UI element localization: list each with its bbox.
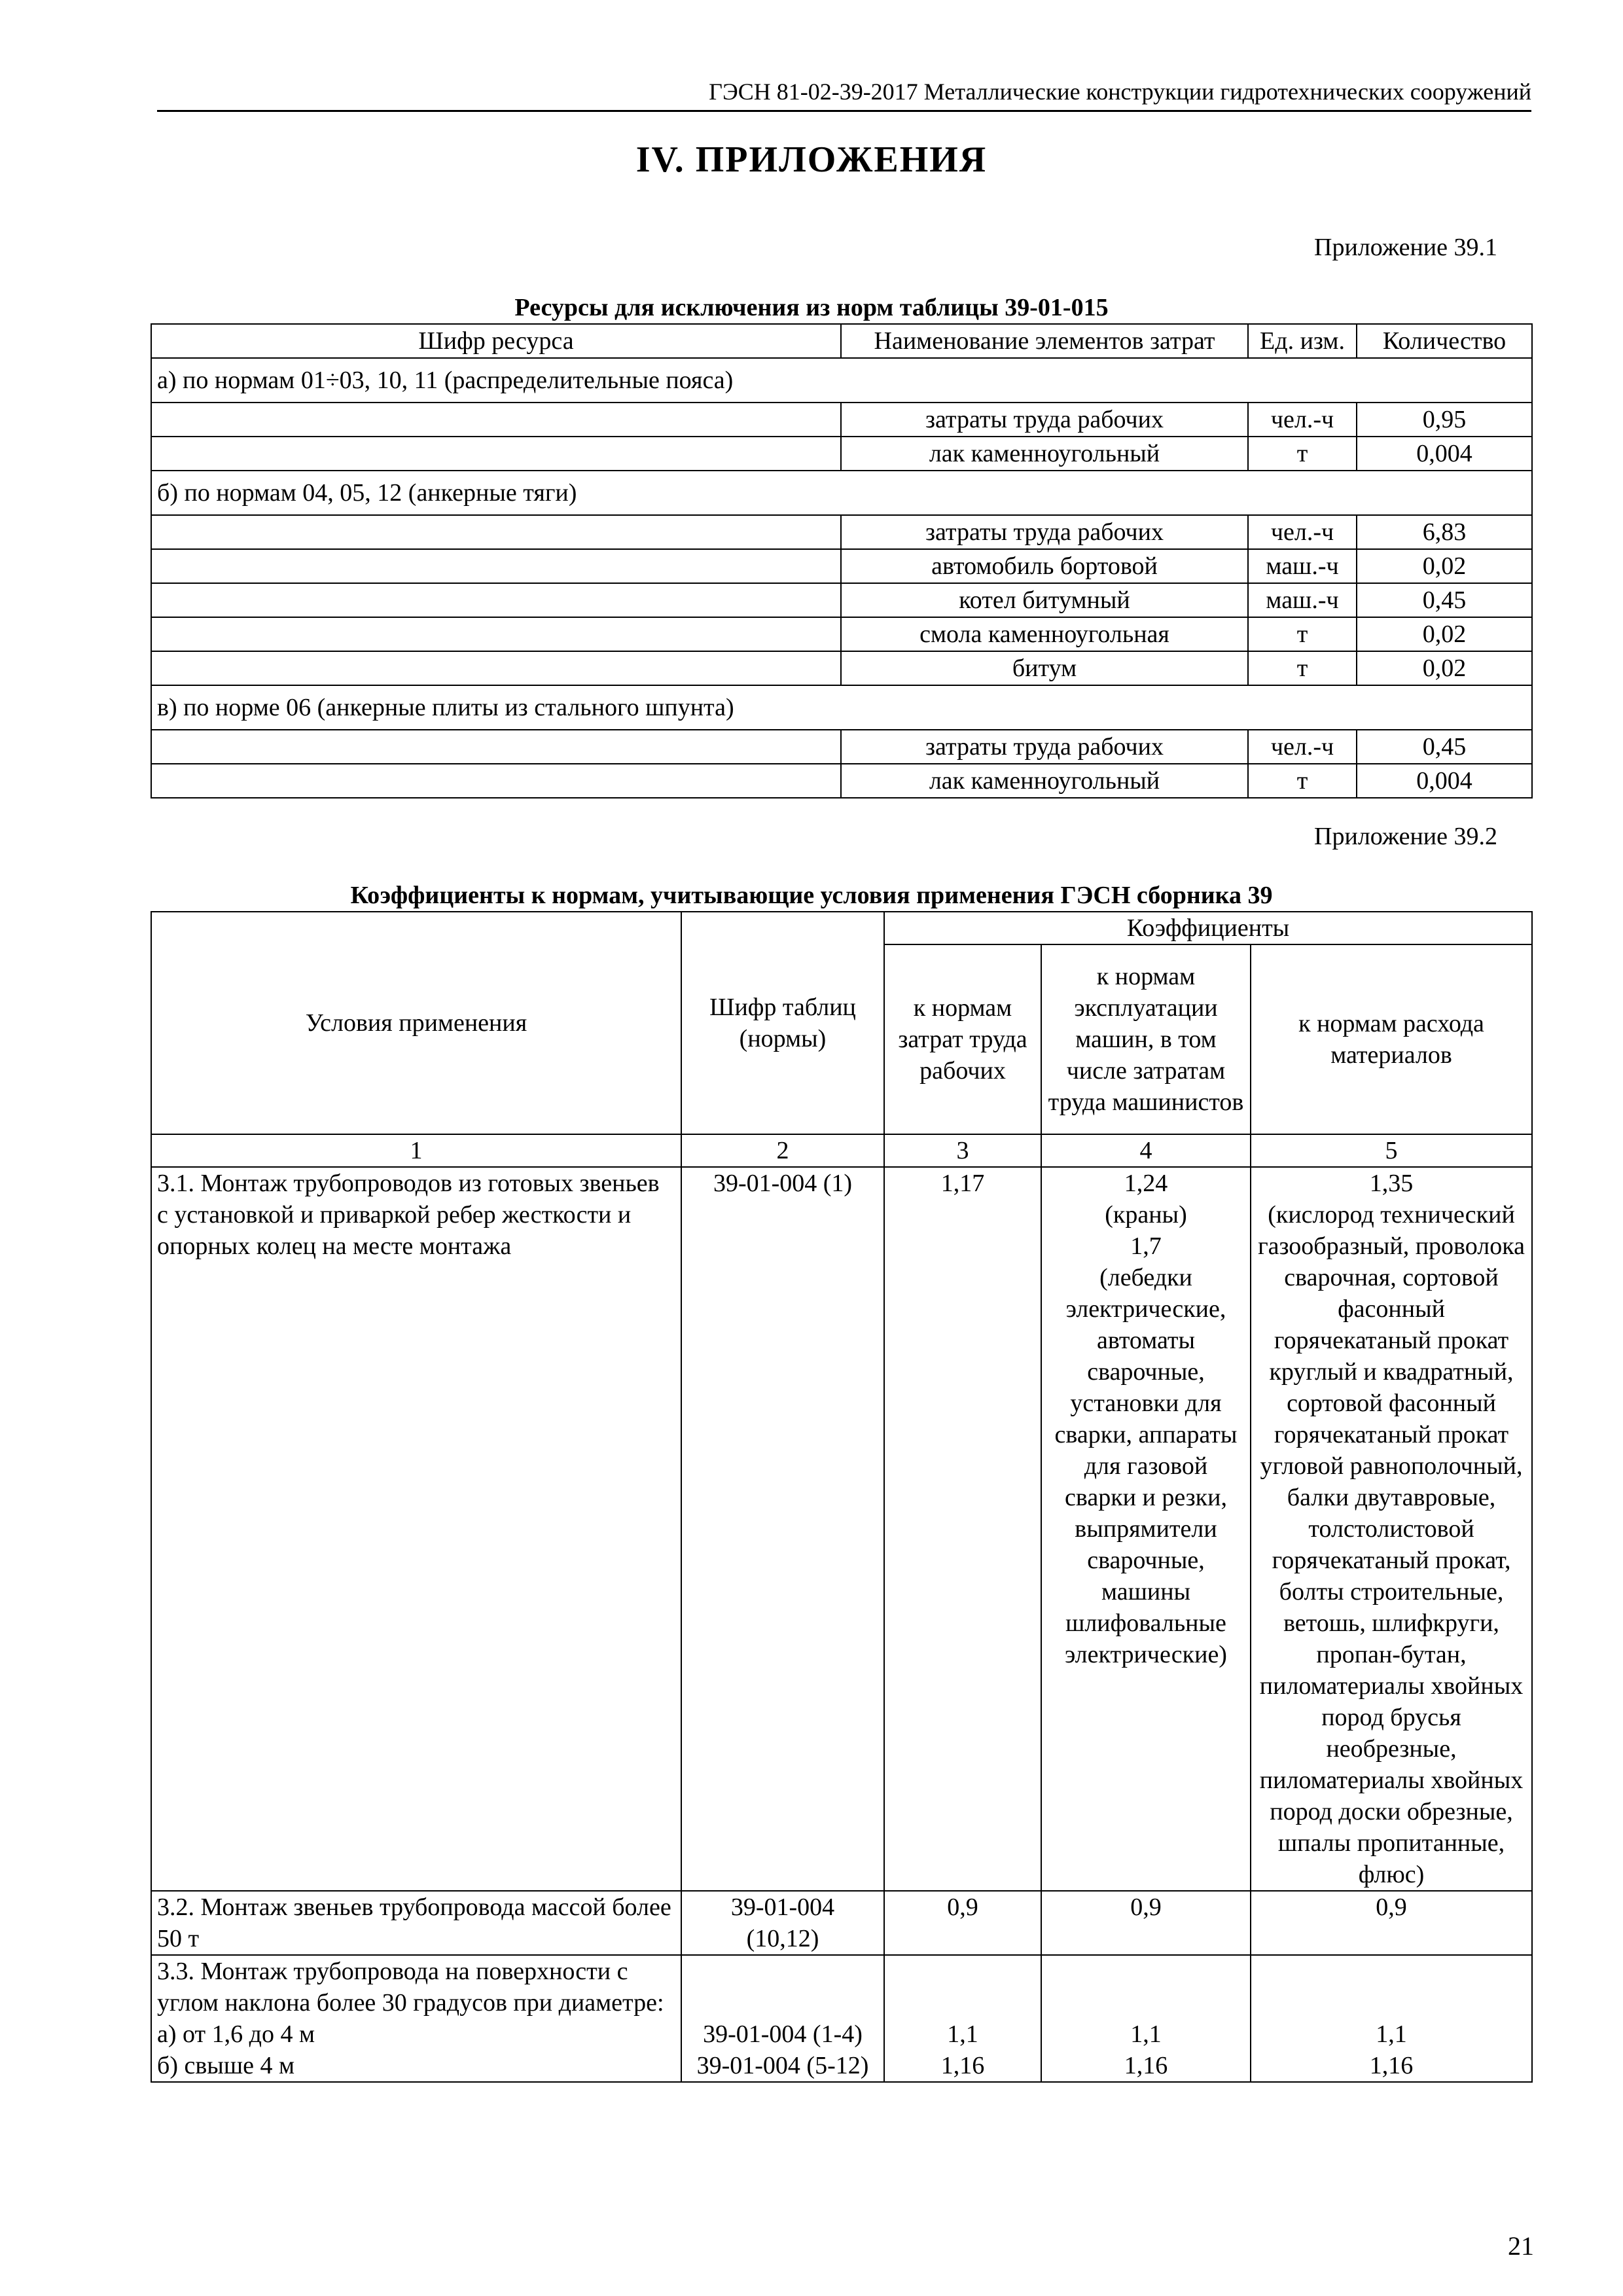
code-cell	[151, 617, 841, 651]
code-cell	[151, 764, 841, 798]
name-cell: котел битумный	[841, 583, 1248, 617]
qty-cell: 0,02	[1357, 549, 1532, 583]
code-cell	[151, 583, 841, 617]
unit-cell: чел.-ч	[1248, 403, 1357, 437]
qty-cell: 0,02	[1357, 651, 1532, 685]
code-cell	[151, 403, 841, 437]
group-title: в) по норме 06 (анкерные плиты из стального шпунта)	[151, 685, 1532, 730]
name-cell: затраты труда рабочих	[841, 515, 1248, 549]
table-row	[151, 437, 1532, 471]
table-row	[151, 1955, 1532, 2082]
col-number: 1	[151, 1134, 681, 1167]
col-header-machines: к нормам эксплуатации машин, в том числе затратам труда машинистов	[1041, 944, 1251, 1134]
qty-cell: 0,45	[1357, 730, 1532, 764]
table-row	[151, 549, 1532, 583]
group-title: а) по нормам 01÷03, 10, 11 (распределительные пояса)	[151, 358, 1532, 403]
labor-cell: 0,9	[884, 1891, 1041, 1955]
qty-cell: 0,004	[1357, 764, 1532, 798]
group-title: б) по нормам 04, 05, 12 (анкерные тяги)	[151, 471, 1532, 515]
code-cell: 39-01-004 (1)	[681, 1167, 884, 1891]
col-header-code: Шифр таблиц (нормы)	[681, 912, 884, 1134]
materials-cell: 0,9	[1251, 1891, 1532, 1955]
name-cell: затраты труда рабочих	[841, 403, 1248, 437]
code-cell: 39-01-004 (1-4) 39-01-004 (5-12)	[681, 1955, 884, 2082]
col-header-qty: Количество	[1357, 324, 1532, 358]
name-cell: затраты труда рабочих	[841, 730, 1248, 764]
table-row	[151, 583, 1532, 617]
unit-cell: чел.-ч	[1248, 515, 1357, 549]
col-header-materials: к нормам расхода материалов	[1251, 944, 1532, 1134]
col-header-code: Шифр ресурса	[151, 324, 841, 358]
table-row	[151, 617, 1532, 651]
name-cell: автомобиль бортовой	[841, 549, 1248, 583]
code-cell	[151, 730, 841, 764]
page-number: 21	[1508, 2231, 1534, 2261]
name-cell: битум	[841, 651, 1248, 685]
code-cell	[151, 437, 841, 471]
machines-cell: 0,9	[1041, 1891, 1251, 1955]
code-cell	[151, 651, 841, 685]
unit-cell: т	[1248, 437, 1357, 471]
table-row	[151, 651, 1532, 685]
col-number: 2	[681, 1134, 884, 1167]
running-header: ГЭСН 81-02-39-2017 Металлические конструкции гидротехнических сооружений	[157, 73, 1531, 112]
materials-cell: 1,1 1,16	[1251, 1955, 1532, 2082]
table-row	[151, 1891, 1532, 1955]
labor-cell: 1,17	[884, 1167, 1041, 1891]
name-cell: лак каменноугольный	[841, 437, 1248, 471]
condition-cell: 3.3. Монтаж трубопровода на поверхности с углом наклона более 30 градусов при диаметре: а) от 1,6 до 4 м б) свыше 4 м	[151, 1955, 681, 2082]
machines-cell: 1,1 1,16	[1041, 1955, 1251, 2082]
col-number: 4	[1041, 1134, 1251, 1167]
col-number: 5	[1251, 1134, 1532, 1167]
col-number: 3	[884, 1134, 1041, 1167]
col-header-coefficients: Коэффициенты	[884, 912, 1532, 944]
table-row	[151, 730, 1532, 764]
coefficients-table	[151, 911, 1533, 2083]
name-cell: смола каменноугольная	[841, 617, 1248, 651]
condition-cell: 3.2. Монтаж звеньев трубопровода массой более 50 т	[151, 1891, 681, 1955]
table-row	[151, 403, 1532, 437]
appendix-label-1: Приложение 39.1	[1314, 234, 1497, 261]
qty-cell: 0,45	[1357, 583, 1532, 617]
name-cell: лак каменноугольный	[841, 764, 1248, 798]
qty-cell: 0,95	[1357, 403, 1532, 437]
qty-cell: 6,83	[1357, 515, 1532, 549]
section-title: IV. ПРИЛОЖЕНИЯ	[635, 139, 988, 180]
table-row	[151, 515, 1532, 549]
table-row	[151, 1167, 1532, 1891]
machines-cell: 1,24 (краны) 1,7 (лебедки электрические, автоматы сварочные, установки для сварки, аппараты для газовой сварки и резки, выпрямители сварочные, машины шлифовальные электрические)	[1041, 1167, 1251, 1891]
table-caption-1: Ресурсы для исключения из норм таблицы 39-01-015	[514, 294, 1109, 321]
col-header-conditions: Условия применения	[151, 912, 681, 1134]
labor-cell: 1,1 1,16	[884, 1955, 1041, 2082]
appendix-label-2: Приложение 39.2	[1314, 823, 1497, 850]
col-header-name: Наименование элементов затрат	[841, 324, 1248, 358]
qty-cell: 0,004	[1357, 437, 1532, 471]
resources-table	[151, 323, 1533, 798]
code-cell	[151, 515, 841, 549]
unit-cell: маш.-ч	[1248, 549, 1357, 583]
unit-cell: т	[1248, 764, 1357, 798]
col-header-unit: Ед. изм.	[1248, 324, 1357, 358]
condition-cell: 3.1. Монтаж трубопроводов из готовых звеньев с установкой и приваркой ребер жесткости и опорных колец на месте монтажа	[151, 1167, 681, 1891]
code-cell: 39-01-004 (10,12)	[681, 1891, 884, 1955]
unit-cell: т	[1248, 617, 1357, 651]
col-header-labor: к нормам затрат труда рабочих	[884, 944, 1041, 1134]
materials-cell: 1,35 (кислород технический газообразный, проволока сварочная, сортовой фасонный горячекатаный прокат круглый и квадратный, сортовой фасонный горячекатаный прокат угловой равнополочный, балки двутавровые, толстолистовой горячекатаный прокат, болты строительные, ветошь, шлифкруги, пропан-бутан, пиломатериалы хвойных пород брусья необрезные, пиломатериалы хвойных пород доски обрезные, шпалы пропитанные, флюс)	[1251, 1167, 1532, 1891]
qty-cell: 0,02	[1357, 617, 1532, 651]
unit-cell: чел.-ч	[1248, 730, 1357, 764]
unit-cell: маш.-ч	[1248, 583, 1357, 617]
table-caption-2: Коэффициенты к нормам, учитывающие условия применения ГЭСН сборника 39	[350, 882, 1273, 909]
table-row	[151, 764, 1532, 798]
code-cell	[151, 549, 841, 583]
unit-cell: т	[1248, 651, 1357, 685]
